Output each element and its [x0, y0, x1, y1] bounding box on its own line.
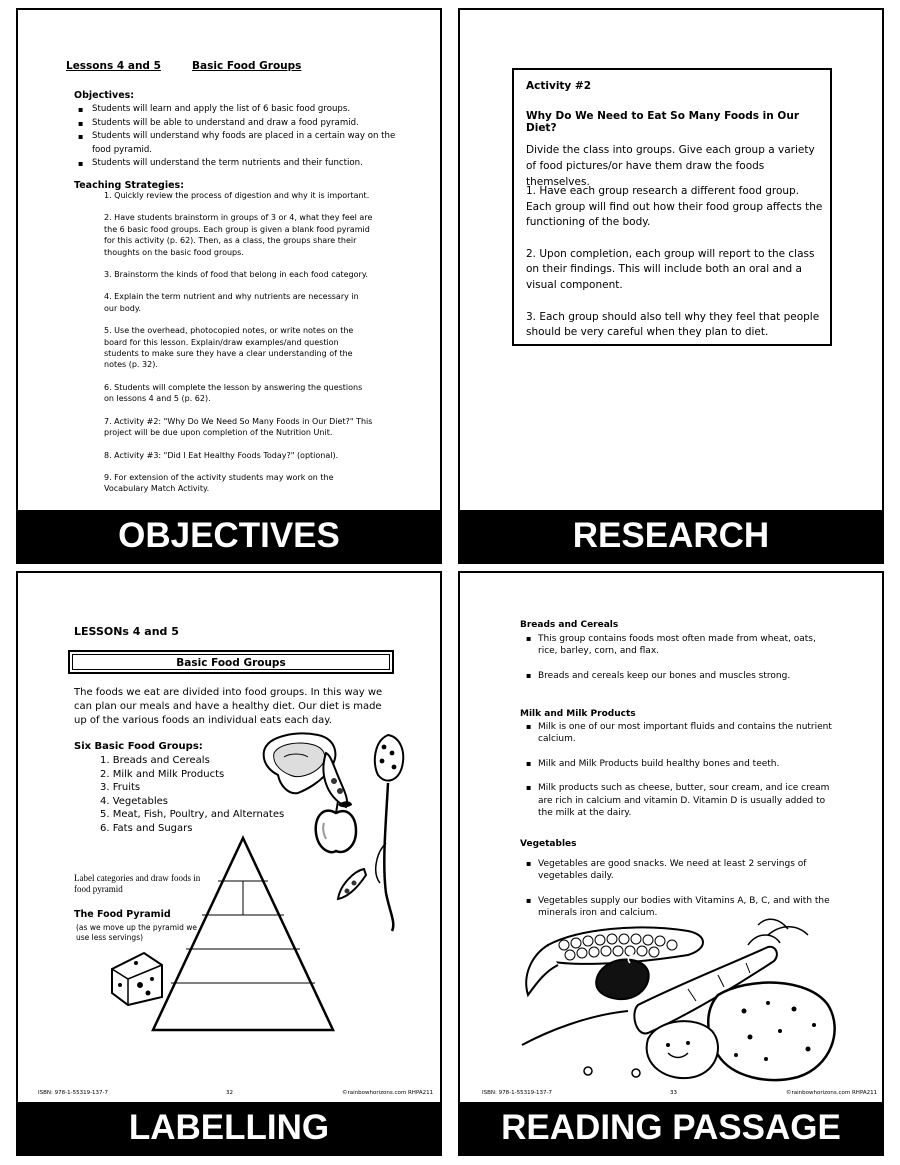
page-title: Basic Food Groups — [72, 654, 390, 670]
list-item: ▪ Milk is one of our most important fluids and contains the nutrient calcium. — [522, 721, 834, 746]
labelling-page — [16, 571, 442, 1156]
section-heading-breads: Breads and Cereals — [520, 620, 619, 630]
activity-title: Activity #2 — [526, 80, 592, 92]
intro-paragraph: The foods we eat are divided into food groups. In this way we can plan our meals and have a healthy diet. Our diet is made up of the various foods an individual eats each day. — [74, 687, 383, 726]
list-item: 5. Use the overhead, photocopied notes, or write notes on the board for this lesson. Explain/draw examples/and question students to make sure they have a clear understanding of the notes (p. 32). — [104, 326, 354, 370]
activity-box — [512, 68, 832, 346]
footer-copyright: ©rainbowhorizons.com RHPA211 — [786, 1090, 878, 1096]
list-item: 3. Brainstorm the kinds of food that belong in each food category. — [104, 270, 368, 280]
list-item: 1. Quickly review the process of digestion and why it is important. — [104, 191, 370, 200]
list-item: 2. Milk and Milk Products — [100, 768, 225, 780]
objectives-page — [16, 8, 442, 564]
footer-page-number: 33 — [670, 1090, 677, 1096]
list-item: 1. Breads and Cereals — [100, 755, 210, 766]
label-instruction: Label categories and draw foods in food pyramid — [74, 873, 201, 894]
reading-passage-page — [458, 571, 884, 1156]
footer-isbn: ISBN: 978-1-55319-137-7 — [482, 1090, 553, 1096]
activity-intro: Divide the class into groups. Give each group a variety of food pictures/or have them draw the foods themselves. — [526, 144, 815, 188]
list-item: 2. Upon completion, each group will report to the class on their findings. This will include both an oral and a visual component. — [526, 247, 815, 291]
list-item: ▪ Vegetables are good snacks. We need at least 2 servings of vegetables daily. — [522, 858, 834, 883]
list-item: 5. Meat, Fish, Poultry, and Alternates — [100, 809, 285, 821]
banner-research: RESEARCH — [460, 510, 882, 562]
banner-reading-passage: READING PASSAGE — [460, 1102, 882, 1154]
list-item: 9. For extension of the activity students may work on the Vocabulary Match Activity. — [104, 472, 334, 494]
footer-page-number: 32 — [226, 1090, 233, 1096]
list-item: ▪ Students will understand why foods are placed in a certain way on the food pyramid. — [76, 130, 396, 157]
activity-question: Why Do We Need to Eat So Many Foods in Our Diet? — [526, 110, 799, 134]
title-box — [68, 650, 394, 674]
list-item: ▪ Vegetables supply our bodies with Vitamins A, B, C, and with the minerals iron and calcium. — [522, 895, 834, 920]
footer-copyright: ©rainbowhorizons.com RHPA211 — [342, 1090, 434, 1096]
list-item: 1. Have each group research a different food group. Each group will find out how their food group affects the functioning of the body. — [526, 185, 823, 229]
list-item: 7. Activity #2: "Why Do We Need So Many Foods in Our Diet?" This project will be due upon completion of the Nutrition Unit. — [104, 416, 373, 438]
lesson-topic: Basic Food Groups — [192, 60, 302, 72]
list-item: 2. Have students brainstorm in groups of 3 or 4, what they feel are the 6 basic food groups. Each group is given a blank food pyramid for this activity (p. 62). Then, as a class, the groups share their thoughts on the basic food groups. — [104, 213, 373, 257]
wheat-flower-illustration — [366, 723, 412, 935]
strategies-list — [104, 190, 374, 506]
research-page — [458, 8, 884, 564]
list-item: 4. Explain the term nutrient and why nutrients are necessary in our body. — [104, 292, 359, 313]
objectives-heading: Objectives: — [74, 90, 135, 101]
list-item: ▪ Students will understand the term nutrients and their function. — [76, 157, 396, 171]
activity-steps — [526, 184, 826, 357]
lesson-number: Lessons 4 and 5 — [66, 60, 161, 72]
section-heading-vegetables: Vegetables — [520, 839, 577, 849]
lesson-header — [66, 60, 302, 72]
section-heading-milk: Milk and Milk Products — [520, 709, 636, 719]
list-item: 8. Activity #3: "Did I Eat Healthy Foods Today?" (optional). — [104, 450, 339, 460]
list-item: ▪ Breads and cereals keep our bones and muscles strong. — [522, 670, 834, 682]
list-item: ▪ Students will be able to understand and draw a food pyramid. — [76, 117, 396, 131]
section-list-milk — [522, 721, 834, 831]
list-item: 3. Fruits — [100, 782, 141, 794]
list-item: 6. Fats and Sugars — [100, 822, 193, 834]
vegetables-illustration — [518, 915, 848, 1087]
list-item: ▪ This group contains foods most often made from wheat, oats, rice, barley, corn, and flax. — [522, 633, 834, 658]
food-groups-list — [100, 754, 284, 836]
lesson-number: LESSONs 4 and 5 — [74, 625, 179, 638]
banner-objectives: OBJECTIVES — [18, 510, 440, 562]
pyramid-title: The Food Pyramid — [74, 909, 171, 920]
section-list-breads — [522, 633, 834, 694]
list-item: ▪ Students will learn and apply the list of 6 basic food groups. — [76, 103, 396, 117]
list-item: 4. Vegetables — [100, 795, 168, 807]
pyramid-note: (as we move up the pyramid we use less servings) — [76, 923, 198, 942]
list-item: 3. Each group should also tell why they feel that people should be very careful when they plan to diet. — [526, 310, 820, 339]
objectives-list — [76, 103, 396, 171]
footer-isbn: ISBN: 978-1-55319-137-7 — [38, 1090, 109, 1096]
strategies-heading: Teaching Strategies: — [74, 180, 185, 191]
list-item: 6. Students will complete the lesson by answering the questions on lessons 4 and 5 (p. 62). — [104, 382, 363, 404]
groups-heading: Six Basic Food Groups: — [74, 741, 203, 752]
list-item: ▪ Milk and Milk Products build healthy bones and teeth. — [522, 758, 834, 770]
banner-labelling: LABELLING — [18, 1102, 440, 1154]
food-pyramid — [150, 835, 336, 1033]
pea-pod-illustration-small — [334, 865, 370, 903]
list-item: ▪ Milk products such as cheese, butter, sour cream, and ice cream are rich in calcium and vitamin D. Vitamin D is usually added to the milk at the dairy. — [522, 782, 834, 819]
